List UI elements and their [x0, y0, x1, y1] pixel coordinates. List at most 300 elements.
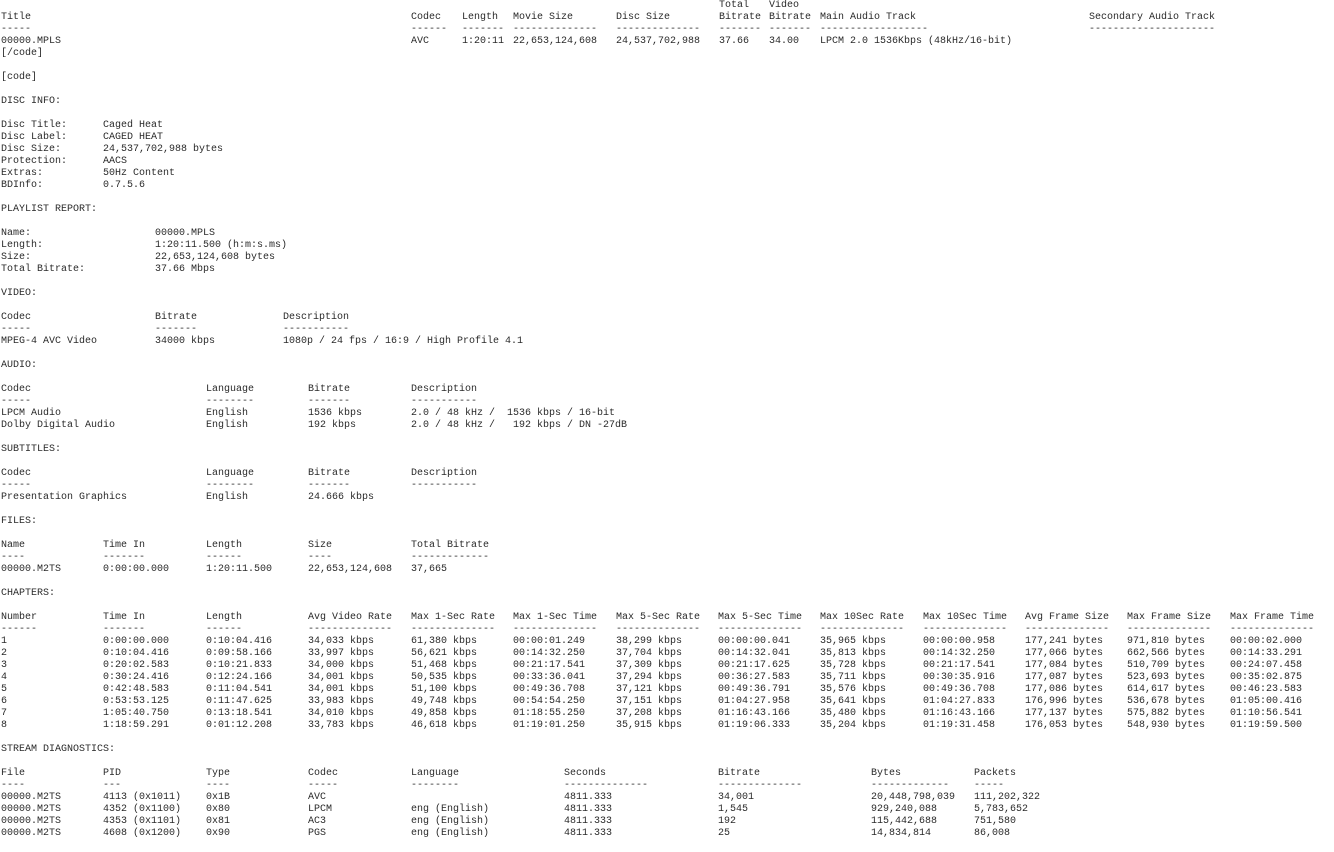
chapters-cell: 00:21:17.541 [513, 660, 586, 671]
subtitles-cell: Presentation Graphics [1, 492, 128, 503]
diagnostics-cell: 4608 (0x1200) [103, 828, 182, 839]
chapters-cell: 01:19:01.250 [513, 720, 586, 731]
table-row [1, 660, 1331, 672]
disc-info-row [1, 168, 1331, 180]
chapters-cell: 33,997 kbps [308, 648, 375, 659]
disc-info-field: 50Hz Content [103, 168, 176, 179]
diagnostics-cell: 929,240,088 [871, 804, 938, 815]
audio-header-row [1, 384, 1331, 396]
chapters-cell: 00:30:35.916 [923, 672, 996, 683]
diagnostics-cell: 00000.M2TS [1, 804, 62, 815]
diagnostics-cell: 00000.M2TS [1, 828, 62, 839]
chapters-cell: 536,678 bytes [1127, 696, 1206, 707]
table-row [1, 648, 1331, 660]
chapters-cell: 61,380 kbps [411, 636, 478, 647]
column-underline: ---- [1, 552, 26, 563]
chapters-cell: 4 [1, 672, 8, 683]
chapters-cell: 01:16:43.166 [718, 708, 791, 719]
column-header: Time In [103, 540, 146, 551]
column-header: Seconds [564, 768, 607, 779]
chapters-cell: 0:53:53.125 [103, 696, 170, 707]
files-cell: 00000.M2TS [1, 564, 62, 575]
files-cell: 37,665 [411, 564, 448, 575]
diagnostics-cell: 5,783,652 [974, 804, 1029, 815]
diagnostics-cell: AVC [308, 792, 327, 803]
column-header: Codec [1, 468, 32, 479]
column-header: Max Frame Time [1230, 612, 1315, 623]
disc-info-row [1, 132, 1331, 144]
chapters-cell: 38,299 kbps [616, 636, 683, 647]
disc-info-field: Disc Title: [1, 120, 68, 131]
column-header: Description [411, 384, 478, 395]
chapters-cell: 35,728 kbps [820, 660, 887, 671]
table-row [1, 636, 1331, 648]
column-underline: -------------- [718, 624, 803, 635]
disc-info-row [1, 120, 1331, 132]
chapters-cell: 35,711 kbps [820, 672, 887, 683]
audio-cell: Dolby Digital Audio [1, 420, 116, 431]
chapters-cell: 00:14:33.291 [1230, 648, 1303, 659]
disc-info-field: Disc Size: [1, 144, 62, 155]
audio-cell: 2.0 / 48 kHz / 1536 kbps / 16-bit [411, 408, 616, 419]
playlist-row [1, 264, 1331, 276]
column-header: Max Frame Size [1127, 612, 1212, 623]
chapters-cell: 00:54:54.250 [513, 696, 586, 707]
diagnostics-cell: 4811.333 [564, 792, 613, 803]
disc-info-heading-line [1, 96, 1331, 108]
chapters-cell: 0:10:04.416 [103, 648, 170, 659]
playlist-row [1, 228, 1331, 240]
column-underline: ------- [103, 624, 146, 635]
chapters-cell: 00:49:36.708 [513, 684, 586, 695]
chapters-cell: 510,709 bytes [1127, 660, 1206, 671]
column-underline: ------- [308, 480, 351, 491]
chapters-cell: 5 [1, 684, 8, 695]
video-header-row [1, 312, 1331, 324]
chapters-cell: 0:11:47.625 [206, 696, 273, 707]
chapters-cell: 00:46:23.583 [1230, 684, 1303, 695]
table-row [1, 672, 1331, 684]
table-row [1, 804, 1331, 816]
column-underline: -------- [206, 396, 255, 407]
chapters-heading: CHAPTERS: [1, 588, 56, 599]
diagnostics-cell: 4353 (0x1101) [103, 816, 182, 827]
chapters-cell: 0:30:24.416 [103, 672, 170, 683]
playlist-field: Size: [1, 252, 32, 263]
chapters-cell: 01:04:27.958 [718, 696, 791, 707]
chapters-cell: 01:05:00.416 [1230, 696, 1303, 707]
blank-line [1, 504, 1331, 516]
disc-info-field: Caged Heat [103, 120, 164, 131]
diagnostics-cell: LPCM [308, 804, 333, 815]
column-header: Size [308, 540, 333, 551]
chapters-cell: 35,641 kbps [820, 696, 887, 707]
chapters-underline-row [1, 624, 1331, 636]
diagnostics-heading-line [1, 744, 1331, 756]
table-row [1, 408, 1331, 420]
table-row [1, 720, 1331, 732]
column-header: Bitrate [155, 312, 198, 323]
column-underline: -------------- [1127, 624, 1212, 635]
chapters-cell: 00:00:02.000 [1230, 636, 1303, 647]
diagnostics-cell: 86,008 [974, 828, 1011, 839]
chapters-cell: 01:16:43.166 [923, 708, 996, 719]
audio-cell: 192 kbps [308, 420, 357, 431]
blank-line [1, 348, 1331, 360]
column-header: Max 10Sec Time [923, 612, 1008, 623]
column-header: Length [462, 12, 499, 23]
chapters-cell: 01:04:27.833 [923, 696, 996, 707]
chapters-heading-line [1, 588, 1331, 600]
chapters-cell: 614,617 bytes [1127, 684, 1206, 695]
chapters-cell: 35,965 kbps [820, 636, 887, 647]
column-underline: -------------- [513, 624, 598, 635]
table-row [1, 684, 1331, 696]
table-row [1, 828, 1331, 840]
chapters-cell: 177,087 bytes [1025, 672, 1104, 683]
summary-cell: LPCM 2.0 1536Kbps (48kHz/16-bit) [820, 36, 1013, 47]
files-heading: FILES: [1, 516, 38, 527]
column-header: Bitrate [308, 384, 351, 395]
diagnostics-cell: 00000.M2TS [1, 792, 62, 803]
diagnostics-cell: 00000.M2TS [1, 816, 62, 827]
blank-line [1, 108, 1331, 120]
diagnostics-cell: 20,448,798,039 [871, 792, 956, 803]
column-underline: ----- [974, 780, 1005, 791]
video-cell: MPEG-4 AVC Video [1, 336, 98, 347]
blank-line [1, 432, 1331, 444]
chapters-cell: 34,010 kbps [308, 708, 375, 719]
column-underline: ------- [155, 324, 198, 335]
column-header: Bitrate [718, 768, 761, 779]
disc-info-field: 0.7.5.6 [103, 180, 146, 191]
blank-line [1, 60, 1331, 72]
column-header: Bitrate [308, 468, 351, 479]
chapters-cell: 34,001 kbps [308, 672, 375, 683]
blank-line [1, 192, 1331, 204]
column-header: Number [1, 612, 38, 623]
audio-underline-row [1, 396, 1331, 408]
diagnostics-cell: 4113 (0x1011) [103, 792, 182, 803]
column-underline: ------------------ [820, 24, 929, 35]
table-row [1, 564, 1331, 576]
summary-row [1, 36, 1331, 48]
blank-line [1, 732, 1331, 744]
chapters-cell: 00:00:00.958 [923, 636, 996, 647]
chapters-cell: 33,983 kbps [308, 696, 375, 707]
column-underline: ------- [462, 24, 505, 35]
summary-header-top-row [1, 0, 1331, 12]
summary-cell: 37.66 [719, 36, 750, 47]
end-code-tag: [/code] [1, 48, 44, 59]
files-underline-row [1, 552, 1331, 564]
column-header: Length [206, 612, 243, 623]
chapters-cell: 0:42:48.583 [103, 684, 170, 695]
column-underline: ----- [1, 480, 32, 491]
files-heading-line [1, 516, 1331, 528]
chapters-cell: 33,783 kbps [308, 720, 375, 731]
column-header: Language [206, 384, 255, 395]
chapters-cell: 575,882 bytes [1127, 708, 1206, 719]
chapters-cell: 0:20:02.583 [103, 660, 170, 671]
chapters-cell: 56,621 kbps [411, 648, 478, 659]
chapters-cell: 51,100 kbps [411, 684, 478, 695]
column-header: Language [411, 768, 460, 779]
column-header: Max 1-Sec Time [513, 612, 598, 623]
playlist-field: 37.66 Mbps [155, 264, 216, 275]
chapters-cell: 00:14:32.041 [718, 648, 791, 659]
chapters-cell: 6 [1, 696, 8, 707]
chapters-cell: 00:14:32.250 [923, 648, 996, 659]
diagnostics-cell: 111,202,322 [974, 792, 1041, 803]
chapters-cell: 1:05:40.750 [103, 708, 170, 719]
audio-heading: AUDIO: [1, 360, 38, 371]
column-header: Main Audio Track [820, 12, 917, 23]
disc-info-field: Protection: [1, 156, 68, 167]
column-header: Length [206, 540, 243, 551]
table-row [1, 492, 1331, 504]
audio-cell: English [206, 420, 249, 431]
blank-line [1, 840, 1331, 852]
table-row [1, 336, 1331, 348]
column-underline: -------- [206, 480, 255, 491]
subtitles-heading: SUBTITLES: [1, 444, 62, 455]
column-underline: ------------- [871, 780, 950, 791]
column-underline: --------------------- [1089, 24, 1216, 35]
blank-line [1, 84, 1331, 96]
files-header-row [1, 540, 1331, 552]
chapters-cell: 00:21:17.541 [923, 660, 996, 671]
chapters-cell: 1 [1, 636, 8, 647]
playlist-heading: PLAYLIST REPORT: [1, 204, 98, 215]
column-header: PID [103, 768, 122, 779]
column-header: Bitrate [719, 12, 762, 23]
disc-info-row [1, 156, 1331, 168]
playlist-field: Total Bitrate: [1, 264, 86, 275]
subtitles-underline-row [1, 480, 1331, 492]
summary-cell: 22,653,124,608 [513, 36, 598, 47]
diagnostics-heading: STREAM DIAGNOSTICS: [1, 744, 116, 755]
table-row [1, 708, 1331, 720]
playlist-heading-line [1, 204, 1331, 216]
chapters-cell: 177,084 bytes [1025, 660, 1104, 671]
column-header: Movie Size [513, 12, 574, 23]
column-header: Total [719, 0, 750, 11]
chapters-cell: 37,294 kbps [616, 672, 683, 683]
diagnostics-cell: 25 [718, 828, 731, 839]
blank-line [1, 300, 1331, 312]
column-header: Bytes [871, 768, 902, 779]
column-underline: -------------- [616, 624, 701, 635]
diagnostics-underline-row [1, 780, 1331, 792]
column-underline: -------------- [513, 24, 598, 35]
chapters-cell: 3 [1, 660, 8, 671]
chapters-cell: 35,915 kbps [616, 720, 683, 731]
column-underline: -------- [411, 780, 460, 791]
chapters-cell: 00:24:07.458 [1230, 660, 1303, 671]
subtitles-cell: 24.666 kbps [308, 492, 375, 503]
column-underline: ------------- [411, 552, 490, 563]
chapters-cell: 0:01:12.208 [206, 720, 273, 731]
column-header: Codec [308, 768, 339, 779]
video-underline-row [1, 324, 1331, 336]
subtitles-heading-line [1, 444, 1331, 456]
diagnostics-cell: 0x80 [206, 804, 231, 815]
column-underline: -------------- [718, 780, 803, 791]
column-header: Packets [974, 768, 1017, 779]
audio-cell: LPCM Audio [1, 408, 62, 419]
chapters-cell: 49,858 kbps [411, 708, 478, 719]
chapters-cell: 00:49:36.708 [923, 684, 996, 695]
column-header: Max 5-Sec Rate [616, 612, 701, 623]
column-header: Disc Size [616, 12, 671, 23]
column-header: Type [206, 768, 231, 779]
column-underline: -------------- [616, 24, 701, 35]
chapters-cell: 177,241 bytes [1025, 636, 1104, 647]
column-underline: -------------- [1230, 624, 1315, 635]
start-code-tag-line [1, 72, 1331, 84]
blank-line [1, 216, 1331, 228]
chapters-cell: 00:35:02.875 [1230, 672, 1303, 683]
diagnostics-cell: PGS [308, 828, 327, 839]
files-cell: 0:00:00.000 [103, 564, 170, 575]
table-row [1, 792, 1331, 804]
video-cell: 1080p / 24 fps / 16:9 / High Profile 4.1 [283, 336, 524, 347]
chapters-cell: 46,618 kbps [411, 720, 478, 731]
chapters-cell: 1:18:59.291 [103, 720, 170, 731]
column-underline: -------------- [923, 624, 1008, 635]
chapters-cell: 0:10:21.833 [206, 660, 273, 671]
column-underline: ------ [411, 24, 448, 35]
column-header: Description [283, 312, 350, 323]
chapters-cell: 00:33:36.041 [513, 672, 586, 683]
column-underline: ----- [1, 24, 32, 35]
summary-cell: 00000.MPLS [1, 36, 62, 47]
disc-info-field: Disc Label: [1, 132, 68, 143]
chapters-cell: 00:49:36.791 [718, 684, 791, 695]
chapters-cell: 01:18:55.250 [513, 708, 586, 719]
column-underline: ------ [1, 624, 38, 635]
disc-info-field: BDInfo: [1, 180, 44, 191]
disc-info-row [1, 144, 1331, 156]
audio-cell: 2.0 / 48 kHz / 192 kbps / DN -27dB [411, 420, 628, 431]
chapters-cell: 37,309 kbps [616, 660, 683, 671]
chapters-cell: 176,053 bytes [1025, 720, 1104, 731]
column-underline: ---- [1, 780, 26, 791]
chapters-cell: 00:00:01.249 [513, 636, 586, 647]
chapters-cell: 0:12:24.166 [206, 672, 273, 683]
diagnostics-cell: 4811.333 [564, 804, 613, 815]
video-heading: VIDEO: [1, 288, 38, 299]
diagnostics-cell: 14,834,814 [871, 828, 932, 839]
blank-line [1, 576, 1331, 588]
summary-header-row [1, 12, 1331, 24]
summary-underline-row [1, 24, 1331, 36]
bdinfo-report [1, 0, 1331, 852]
column-underline: -------------- [564, 780, 649, 791]
chapters-cell: 00:36:27.583 [718, 672, 791, 683]
chapters-cell: 0:09:58.166 [206, 648, 273, 659]
diagnostics-cell: 0x81 [206, 816, 231, 827]
column-header: Codec [1, 384, 32, 395]
column-underline: ------ [206, 552, 243, 563]
column-underline: ----- [1, 324, 32, 335]
column-header: File [1, 768, 26, 779]
chapters-cell: 00:00:00.041 [718, 636, 791, 647]
diagnostics-cell: 192 [718, 816, 737, 827]
summary-cell: AVC [411, 36, 430, 47]
video-heading-line [1, 288, 1331, 300]
chapters-cell: 0:10:04.416 [206, 636, 273, 647]
playlist-field: 22,653,124,608 bytes [155, 252, 276, 263]
table-row [1, 696, 1331, 708]
chapters-cell: 35,813 kbps [820, 648, 887, 659]
column-underline: -------------- [308, 624, 393, 635]
blank-line [1, 756, 1331, 768]
table-row [1, 420, 1331, 432]
chapters-cell: 01:19:59.500 [1230, 720, 1303, 731]
column-header: Max 5-Sec Time [718, 612, 803, 623]
column-underline: ----- [308, 780, 339, 791]
diagnostics-cell: AC3 [308, 816, 327, 827]
column-header: Name [1, 540, 26, 551]
chapters-cell: 35,204 kbps [820, 720, 887, 731]
disc-info-heading: DISC INFO: [1, 96, 62, 107]
column-underline: ----------- [411, 480, 478, 491]
blank-line [1, 456, 1331, 468]
chapters-cell: 50,535 kbps [411, 672, 478, 683]
column-header: Bitrate [769, 12, 812, 23]
column-underline: ------- [719, 24, 762, 35]
table-row [1, 816, 1331, 828]
column-underline: ------- [769, 24, 812, 35]
column-header: Description [411, 468, 478, 479]
diagnostics-cell: 751,580 [974, 816, 1017, 827]
diagnostics-cell: 0x1B [206, 792, 231, 803]
column-underline: ---- [308, 552, 333, 563]
disc-info-row [1, 180, 1331, 192]
chapters-cell: 971,810 bytes [1127, 636, 1206, 647]
playlist-field: Length: [1, 240, 44, 251]
column-header: Total Bitrate [411, 540, 490, 551]
files-cell: 22,653,124,608 [308, 564, 393, 575]
column-header: Avg Frame Size [1025, 612, 1110, 623]
chapters-cell: 177,066 bytes [1025, 648, 1104, 659]
chapters-cell: 34,001 kbps [308, 684, 375, 695]
chapters-cell: 176,996 bytes [1025, 696, 1104, 707]
audio-cell: English [206, 408, 249, 419]
chapters-cell: 37,151 kbps [616, 696, 683, 707]
summary-cell: 34.00 [769, 36, 800, 47]
chapters-cell: 35,576 kbps [820, 684, 887, 695]
chapters-cell: 01:10:56.541 [1230, 708, 1303, 719]
chapters-cell: 00:14:32.250 [513, 648, 586, 659]
diagnostics-cell: 1,545 [718, 804, 749, 815]
column-underline: ----- [1, 396, 32, 407]
end-code-tag-line [1, 48, 1331, 60]
chapters-cell: 37,208 kbps [616, 708, 683, 719]
chapters-cell: 662,566 bytes [1127, 648, 1206, 659]
chapters-cell: 34,000 kbps [308, 660, 375, 671]
column-header: Max 10Sec Rate [820, 612, 905, 623]
diagnostics-cell: 4811.333 [564, 816, 613, 827]
start-code-tag: [code] [1, 72, 38, 83]
audio-heading-line [1, 360, 1331, 372]
chapters-cell: 177,137 bytes [1025, 708, 1104, 719]
chapters-cell: 37,121 kbps [616, 684, 683, 695]
disc-info-field: Extras: [1, 168, 44, 179]
chapters-cell: 51,468 kbps [411, 660, 478, 671]
